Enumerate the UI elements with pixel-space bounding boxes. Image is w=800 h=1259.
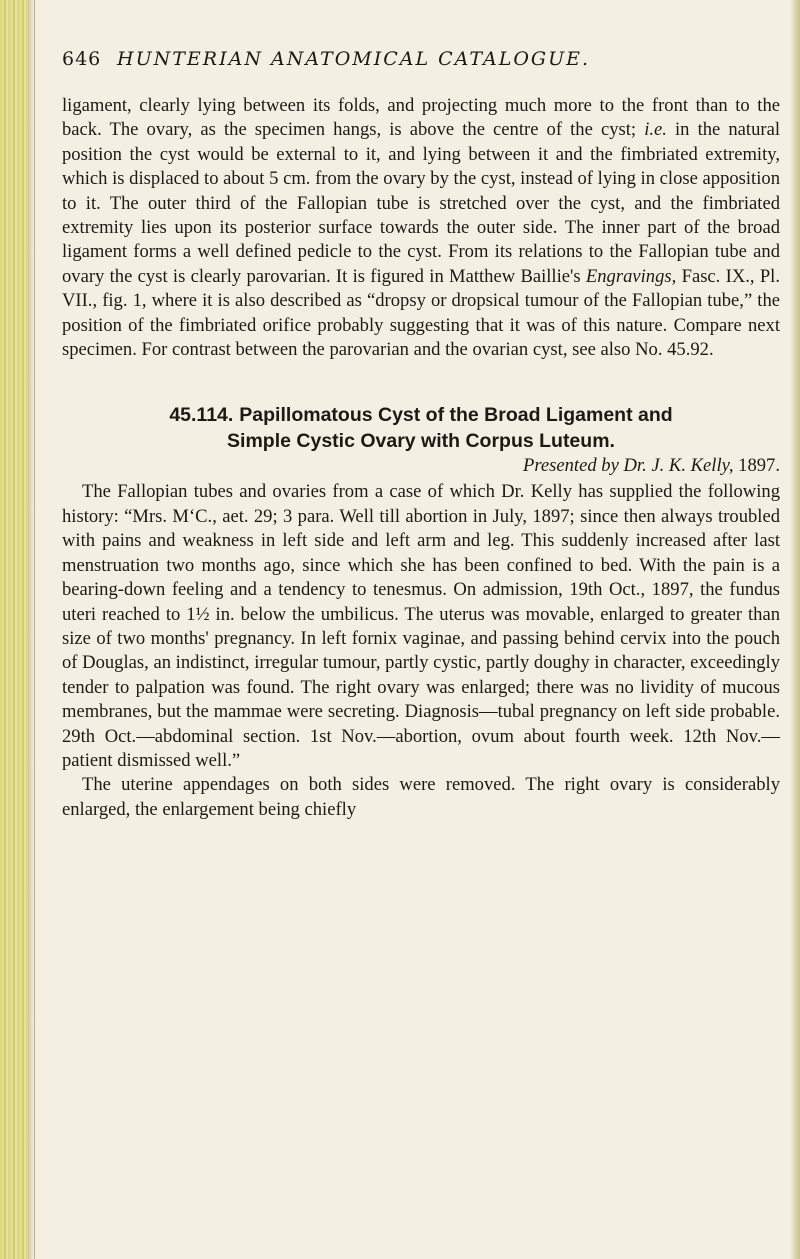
- running-head: [62, 48, 780, 70]
- paragraph-1-ie: i.e.: [644, 119, 667, 141]
- page-number: 646: [62, 48, 102, 70]
- case-history-paragraph: The Fallopian tubes and ovaries from a case of which Dr. Kelly has supplied the following history: “Mrs. M‘C., aet. 29; 3 para. Well till abortion in July, 1897; since then always troubled with pains and weakness in left side and left arm and leg. This suddenly increased after last menstruation two months ago, since which she has been confined to bed. With the pain is a bearing-down feeling and a tendency to tenesmus. On admission, 19th Oct., 1897, the fundus uteri reached to 1½ in. below the umbilicus. The uterus was movable, enlarged to greater than size of two months' pregnancy. In left fornix vaginae, and passing behind cervix into the pouch of Douglas, an indistinct, irregular tumour, partly cystic, partly doughy in character, exceedingly tender to palpation was found. The right ovary was enlarged; there was no lividity of mucous membranes, but the mammae were secreting. Diagnosis—tubal pregnancy on left side probable. 29th Oct.—abdominal section. 1st Nov.—abortion, ovum about fourth week. 12th Nov.—patient dismissed well.”: [62, 481, 780, 771]
- paragraph-1-part-3: Fasc. IX., Pl. VII., fig. 1, where it is also described as “dropsy or dropsical tumour of the Fallopian tube,” the position of the fimbriated orifice probably suggesting that it was of this nature. Compare next specimen. For contrast between the parovarian and the ovarian cyst, see also No. 45.92.: [62, 265, 781, 361]
- specimen-title-line-1: Papillomatous Cyst of the Broad Ligament and: [239, 404, 673, 427]
- specimen-title-line-2: Simple Cystic Ovary with Corpus Luteum.: [227, 430, 615, 453]
- presented-by-line: [62, 454, 780, 478]
- specimen-number: 45.114.: [169, 404, 234, 427]
- specimen-description-paragraph: The uterine appendages on both sides were removed. The right ovary is considerably enlarged, the enlargement being chiefly: [62, 774, 780, 820]
- running-head-title: HUNTERIAN ANATOMICAL CATALOGUE.: [117, 48, 591, 70]
- paragraph-1-part-1: ligament, clearly lying between its folds, and projecting much more to the front than to the back. The ovary, as the specimen hangs, is above the centre of the cyst;: [62, 95, 780, 141]
- presented-year: 1897.: [738, 455, 780, 477]
- paragraph-continued: [62, 94, 780, 362]
- paragraph-1-engravings: Engravings,: [585, 265, 677, 287]
- page-binding-edge: [0, 0, 35, 1259]
- book-page: [62, 48, 780, 822]
- specimen-heading-line-1: [62, 402, 780, 428]
- presented-by: Presented by Dr. J. K. Kelly,: [522, 455, 734, 477]
- paragraph-1-part-2: in the natural position the cyst would be external to it, and lying between it and the fimbriated extremity, which is displaced to about 5 cm. from the ovary by the cyst, instead of lying in close apposition to it. The outer third of the Fallopian tube is stretched over the cyst, and the fimbriated extremity lies upon its posterior surface towards the outer side. The inner part of the broad ligament forms a well defined pedicle to the cyst. From its relations to the Fallopian tube and ovary the cyst is clearly parovarian. It is figured in Matthew Baillie's: [62, 119, 781, 287]
- specimen-heading: [62, 402, 780, 454]
- page-right-edge: [790, 0, 800, 1259]
